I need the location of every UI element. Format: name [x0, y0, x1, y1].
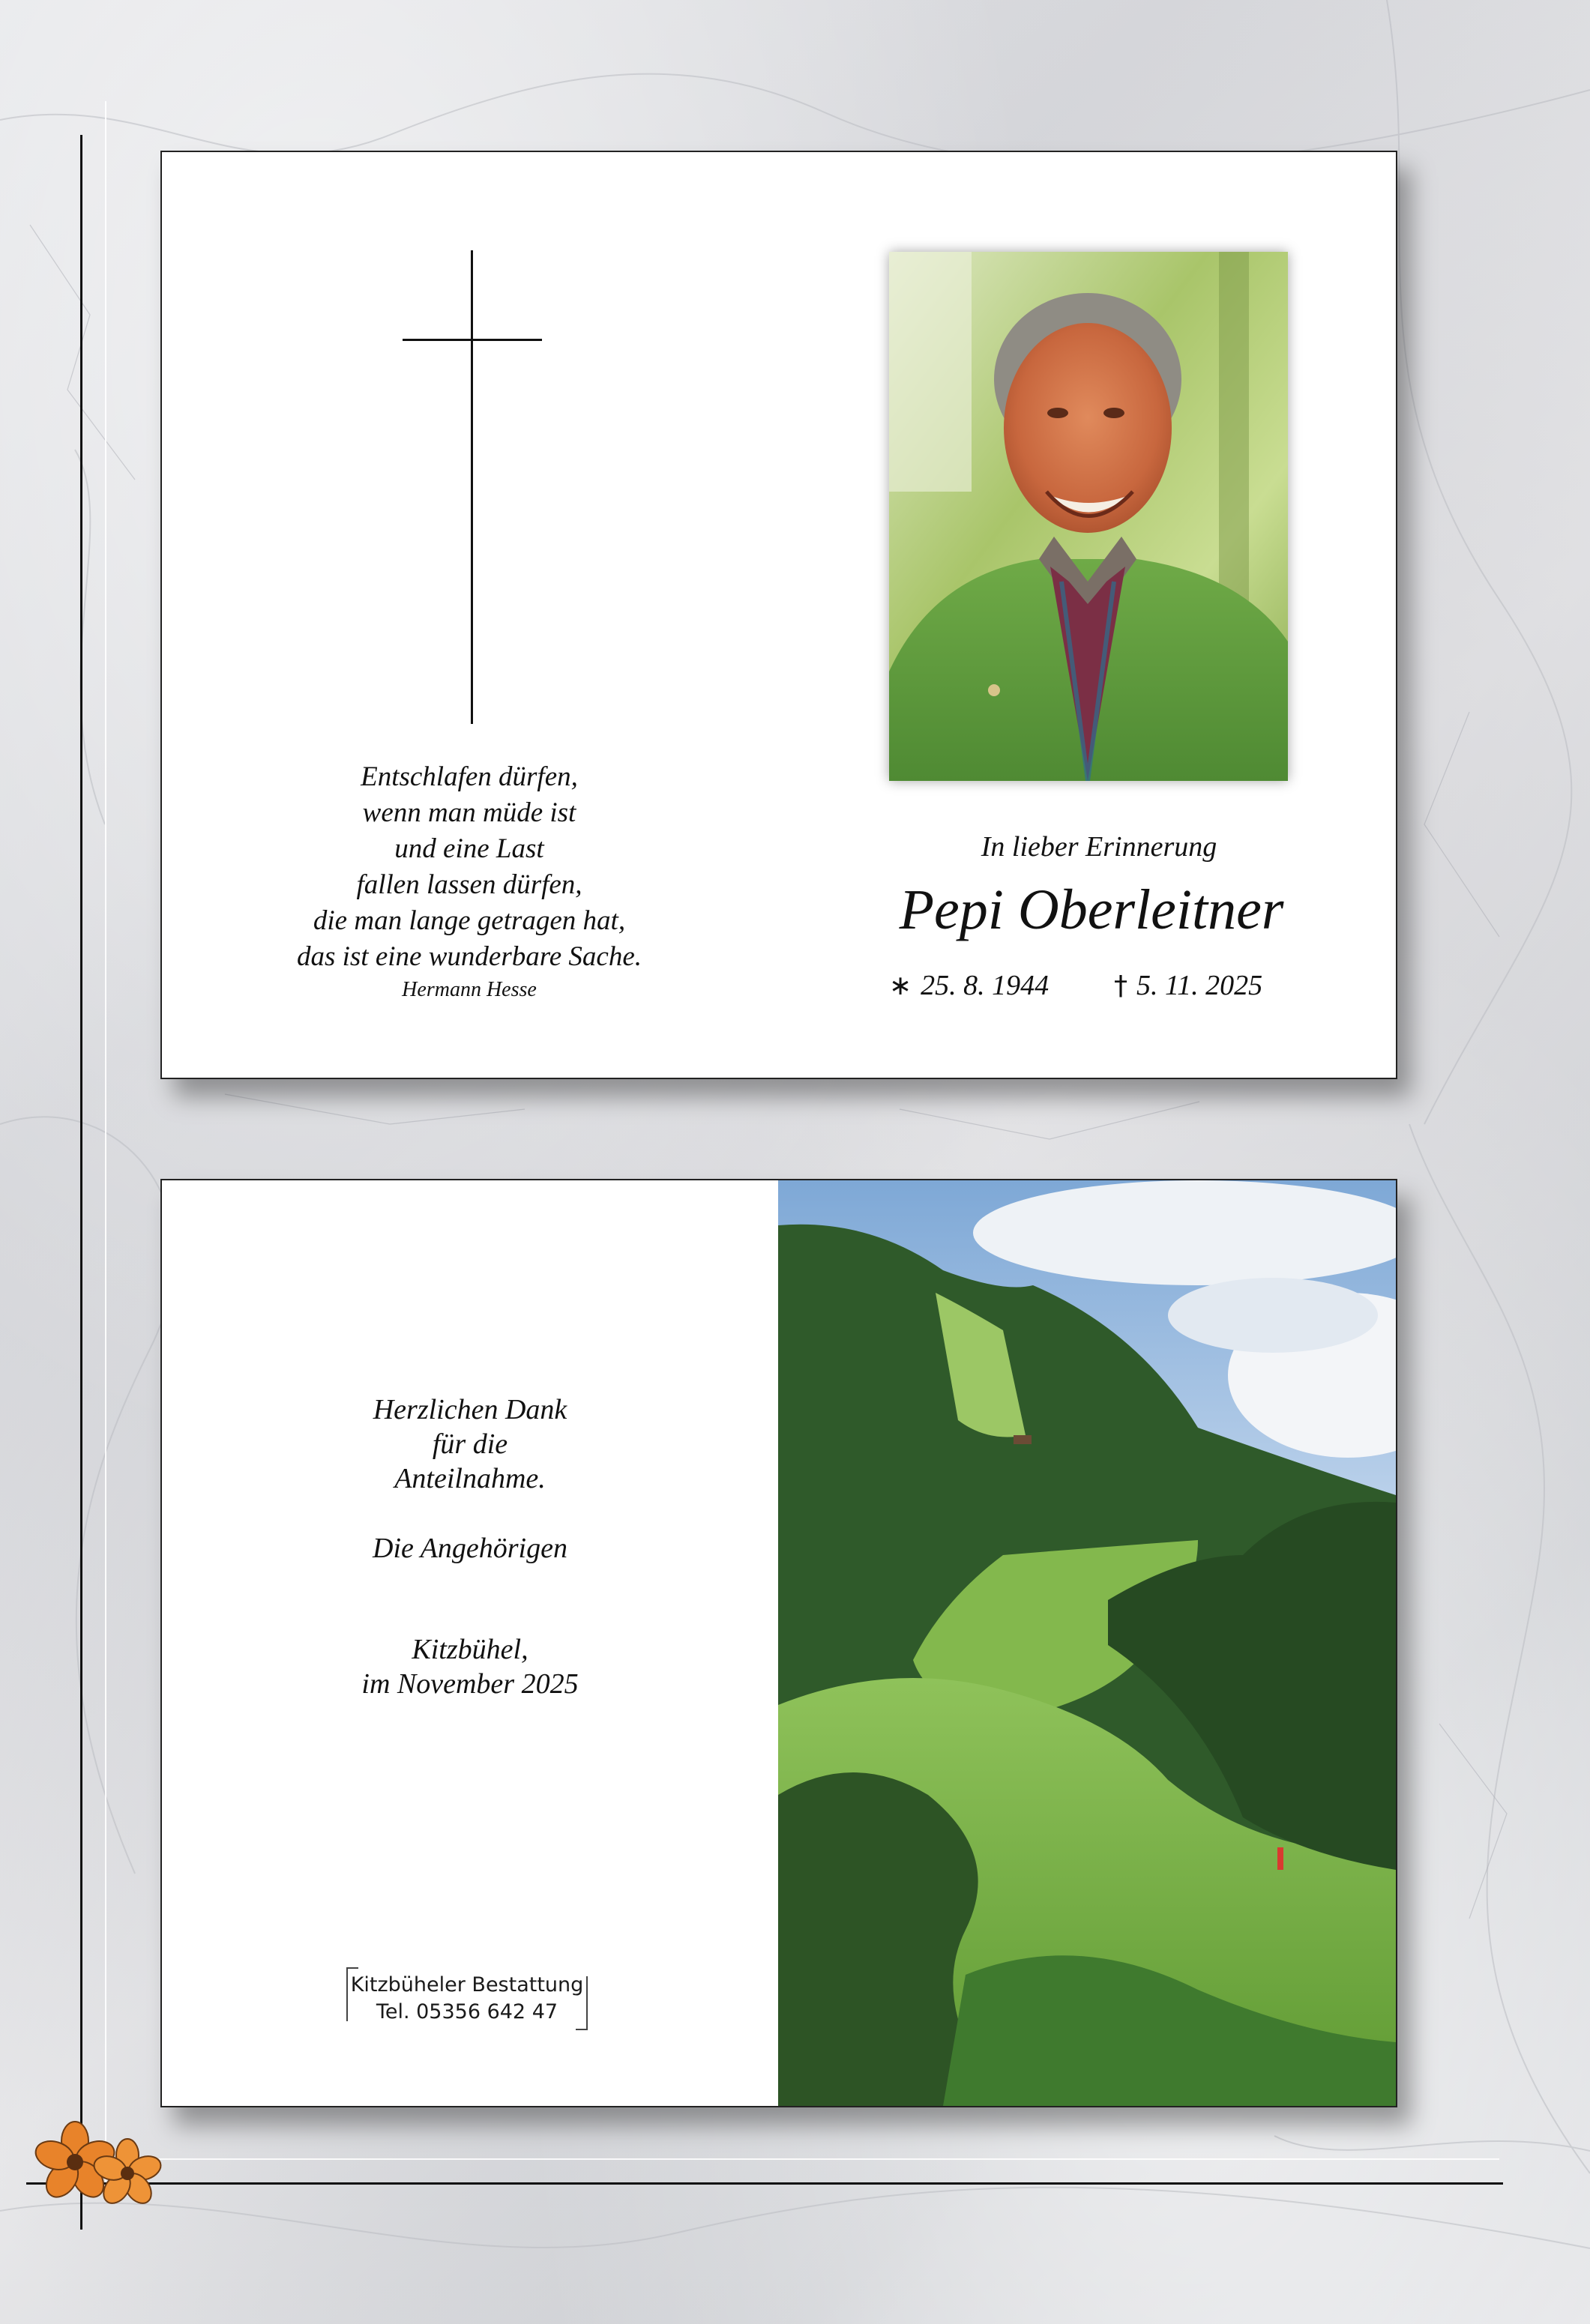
cross-icon-bar	[403, 339, 542, 341]
mountain-landscape-photo	[778, 1180, 1396, 2106]
place-date-line: Kitzbühel,	[412, 1634, 529, 1665]
undertaker-name: Kitzbüheler Bestattung	[350, 1973, 584, 1996]
thanks-text	[162, 1392, 778, 1496]
death-date-group	[1114, 969, 1262, 1002]
thanks-line: Herzlichen Dank	[373, 1394, 567, 1425]
undertaker-phone: Tel. 05356 642 47	[376, 2000, 558, 2023]
poem-author: Hermann Hesse	[402, 978, 537, 1001]
memory-label: In lieber Erinnerung	[981, 831, 1217, 863]
poem-line: Entschlafen dürfen,	[361, 761, 578, 792]
poem-line: das ist eine wunderbare Sache.	[296, 941, 642, 972]
memorial-card-front	[160, 151, 1397, 1079]
poem	[252, 759, 687, 1003]
frame-horizontal-line	[26, 2182, 1503, 2185]
thanks-line: Anteilnahme.	[394, 1463, 546, 1494]
signature-text: Die Angehörigen	[373, 1533, 567, 1564]
death-date: 5. 11. 2025	[1136, 970, 1263, 1001]
undertaker-box	[346, 1967, 588, 2030]
cross-icon	[471, 250, 473, 724]
memorial-card-back	[160, 1179, 1397, 2107]
poem-line: und eine Last	[394, 833, 544, 864]
place-date-line: im November 2025	[361, 1668, 579, 1700]
frame-horizontal-line-light	[90, 2158, 1499, 2160]
thanks-line: für die	[432, 1428, 508, 1460]
death-dagger-icon: †	[1114, 971, 1127, 1001]
signature	[162, 1531, 778, 1566]
back-text-panel	[162, 1180, 778, 2106]
poem-line: wenn man müde ist	[362, 797, 576, 828]
frame-vertical-line-light	[105, 101, 106, 2185]
birth-date-group	[889, 969, 1049, 1002]
birth-date: 25. 8. 1944	[921, 970, 1050, 1001]
poem-line: fallen lassen dürfen,	[356, 869, 582, 900]
bracket-bottom-right	[576, 1976, 588, 2030]
place-date	[162, 1632, 778, 1701]
birth-star-icon: ∗	[889, 971, 912, 1001]
flower-decoration-icon	[26, 2117, 176, 2215]
deceased-name: Pepi Oberleitner	[899, 878, 1284, 941]
portrait-photo	[889, 252, 1288, 781]
bracket-top-left	[346, 1967, 358, 2021]
poem-line: die man lange getragen hat,	[313, 905, 626, 936]
frame-vertical-line	[80, 135, 82, 2230]
